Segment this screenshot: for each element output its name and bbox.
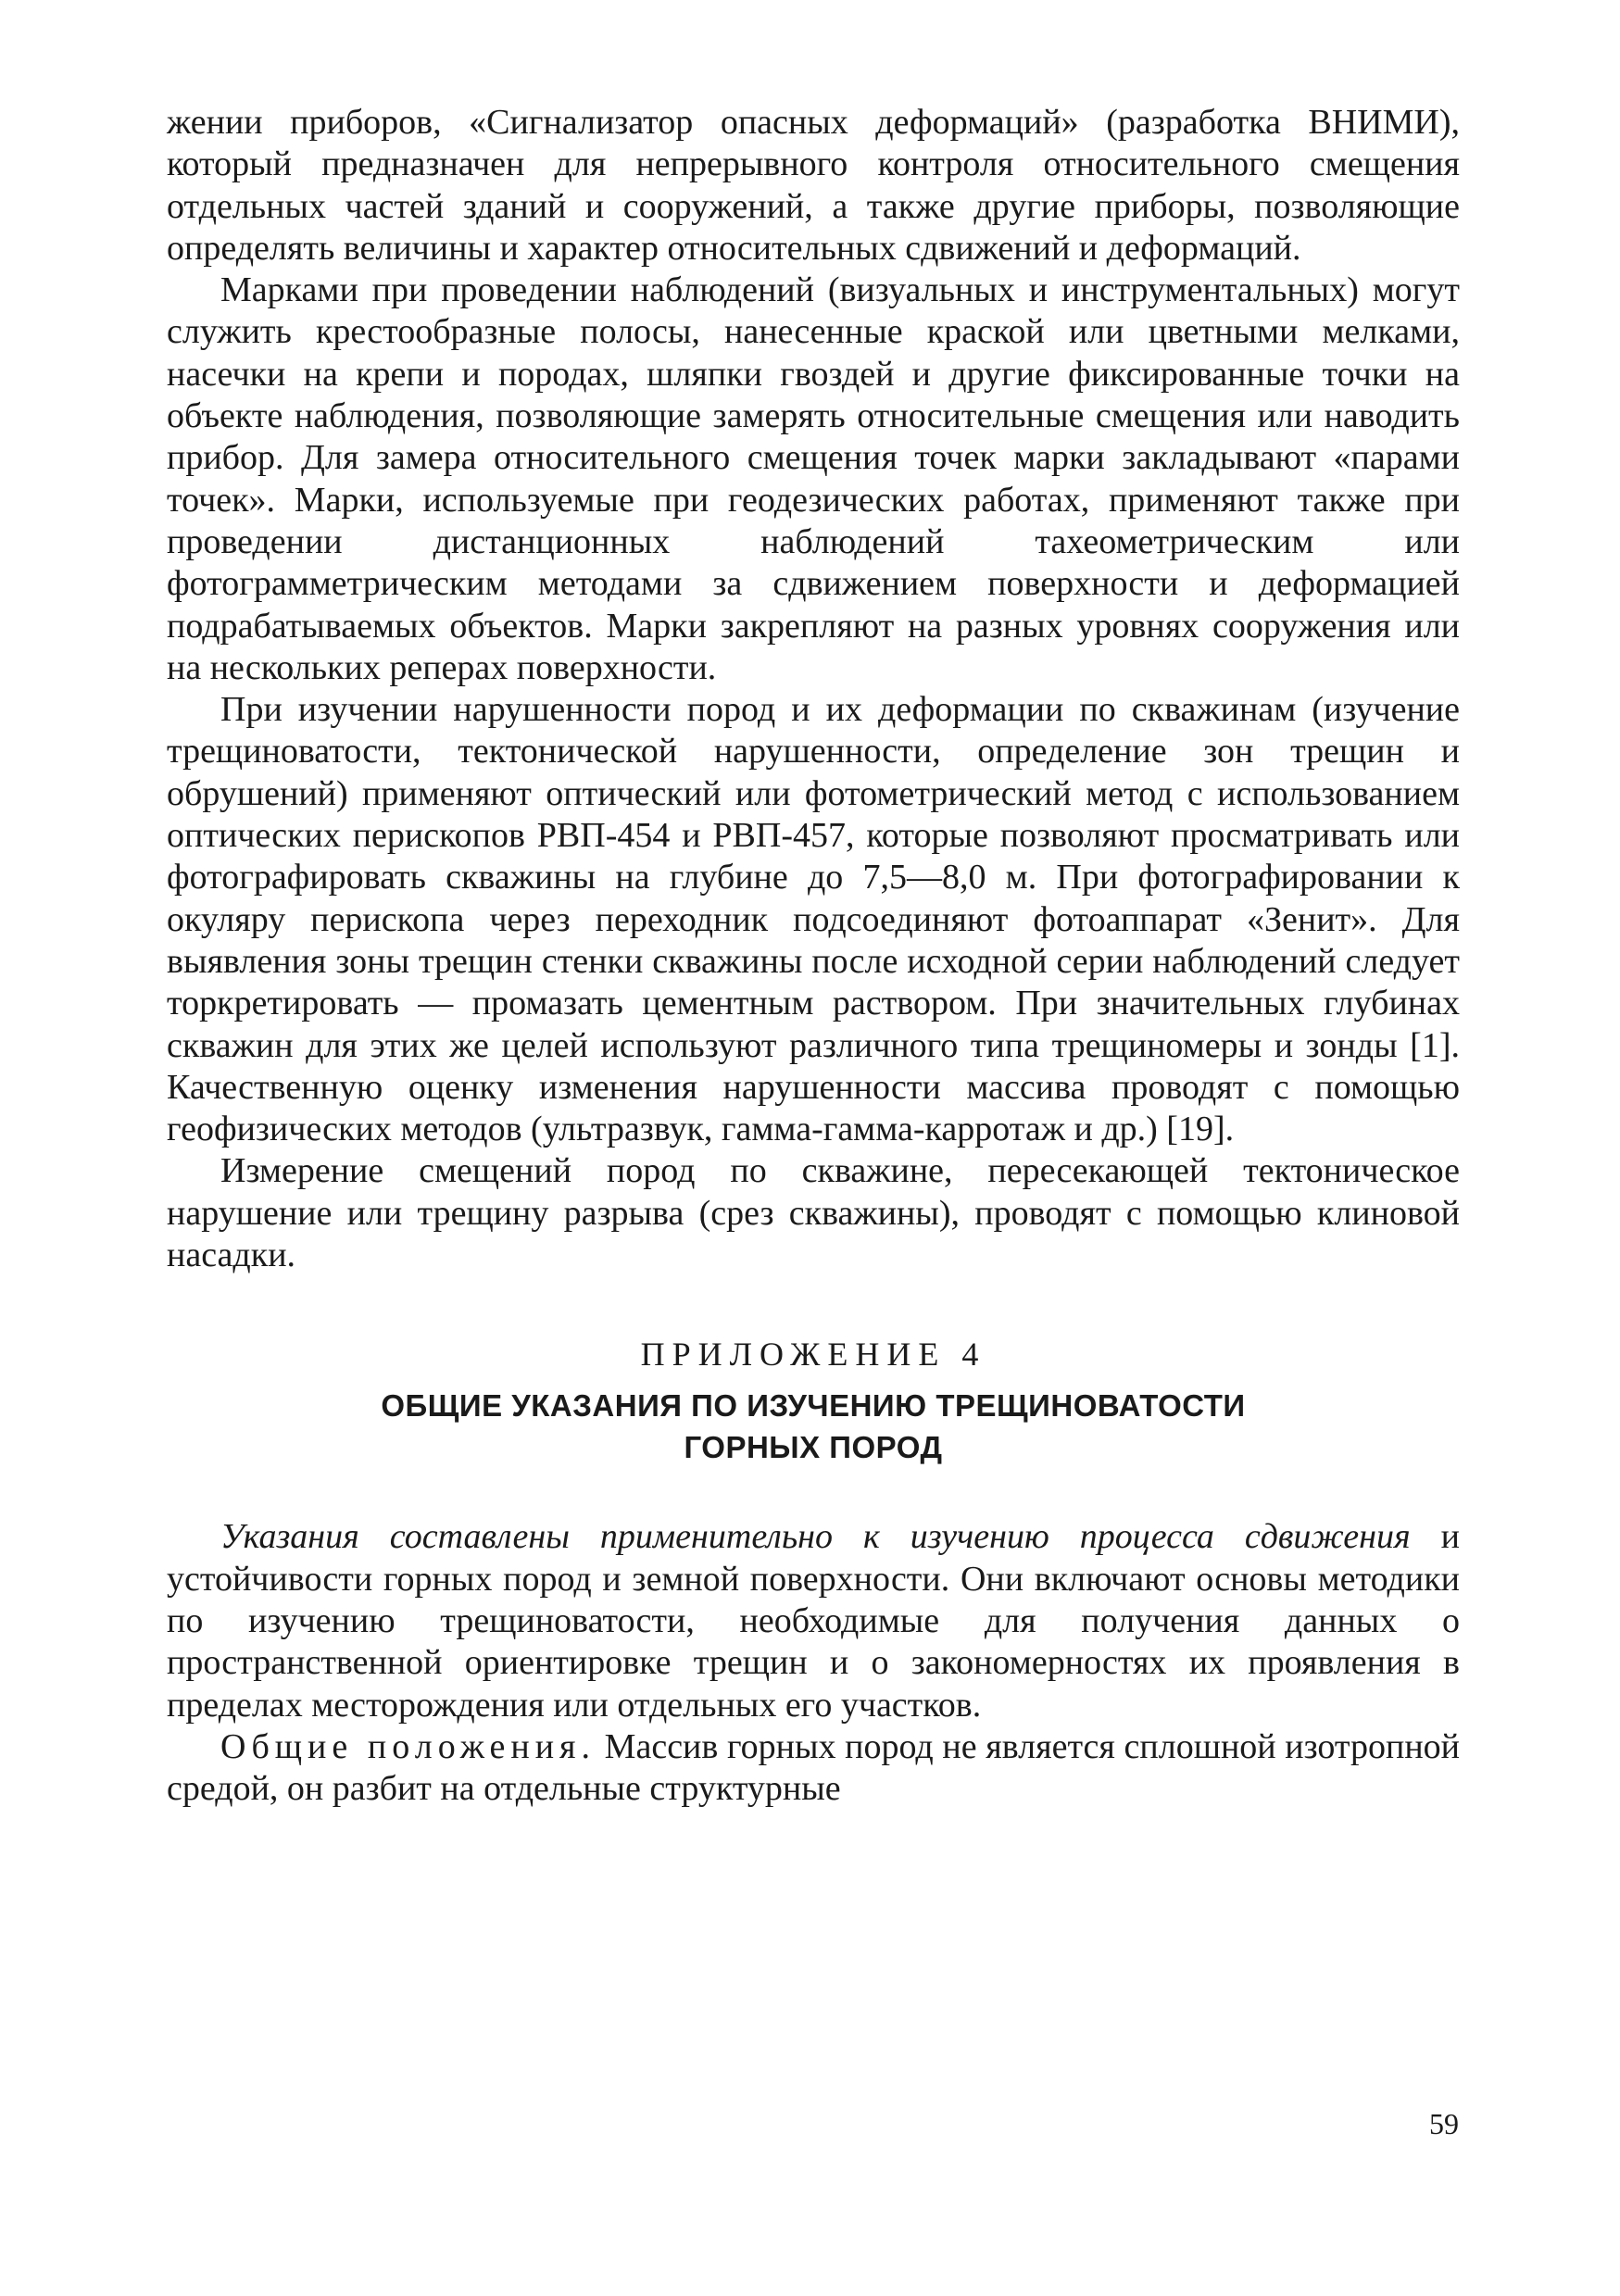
paragraph-boreholes: При изучении нарушенности пород и их деформации по скважинам (изучение трещиноватости, тектонической нарушенности, определение зон трещин и обрушений) применяют оптический или фотометрический метод с использованием оптических перископов РВП-454 и РВП-457, которые позволяют просматривать или фотографировать скважины на глубине до 7,5—8,0 м. При фотографировании к окуляру перископа через переходник подсоединяют фотоаппарат «Зенит». Для выявления зоны трещин стенки скважины после исходной серии наблюдений следует торкретировать — промазать цементным раствором. При значительных глубинах скважин для этих же целей используют различного типа трещиномеры и зонды [1]. Качественную оценку изменения нарушенности массива проводят с помощью геофизических методов (ультразвук, гамма-гамма-карротаж и др.) [19].	[167, 690, 1460, 1149]
document-page	[167, 102, 1460, 1810]
intro-italic-lead: Указания составлены применительно к изучению процесса сдвижения	[220, 1517, 1411, 1557]
paragraph-markers: Марками при проведении наблюдений (визуальных и инструментальных) могут служить крестообразные полосы, нанесенные краской или цветными мелками, насечки на крепи и породах, шляпки гвоздей и другие фиксированные точки на объекте наблюдения, позволяющие замерять относительные смещения или наводить прибор. Для замера относительного смещения точек марки закладывают «парами точек». Марки, используемые при геодезических работах, применяют также при проведении дистанционных наблюдений тахеометрическим или фотограмметрическим методами за сдвижением поверхности и деформацией подрабатываемых объектов. Марки закрепляют на разных уровнях сооружения или на нескольких реперах поверхности.	[167, 270, 1460, 687]
section-title-line-2: ГОРНЫХ ПОРОД	[684, 1430, 943, 1465]
general-heading: Общие положения.	[220, 1726, 597, 1766]
general-text: Массив горных пород не является сплошной изотропной средой, он разбит на отдельные структурные	[167, 1726, 1460, 1809]
paragraph-displacement: Измерение смещений пород по скважине, пересекающей тектоническое нарушение или трещину разрыва (срез скважины), проводят с помощью клиновой насадки.	[167, 1151, 1460, 1275]
section-title-line-1: ОБЩИЕ УКАЗАНИЯ ПО ИЗУЧЕНИЮ ТРЕЩИНОВАТОСТИ	[381, 1388, 1246, 1424]
page-number: 59	[1429, 2107, 1459, 2140]
paragraph-general	[167, 1726, 1460, 1811]
section-title	[167, 1385, 1460, 1468]
intro-rest: и устойчивости горных пород и земной поверхности. Они включают основы методики по изучению трещиноватости, необходимые для получения данных о пространственной ориентировке трещин и о закономерностях их проявления в пределах месторождения или отдельных его участков.	[167, 1517, 1460, 1725]
appendix-label: ПРИЛОЖЕНИЕ 4	[640, 1336, 986, 1374]
paragraph-instruments: жении приборов, «Сигнализатор опасных деформаций» (разработка ВНИМИ), который предназначен для непрерывного контроля относительного смещения отдельных частей зданий и сооружений, а также другие приборы, позволяющие определять величины и характер относительных сдвижений и деформаций.	[167, 103, 1460, 268]
paragraph-intro	[167, 1516, 1460, 1725]
